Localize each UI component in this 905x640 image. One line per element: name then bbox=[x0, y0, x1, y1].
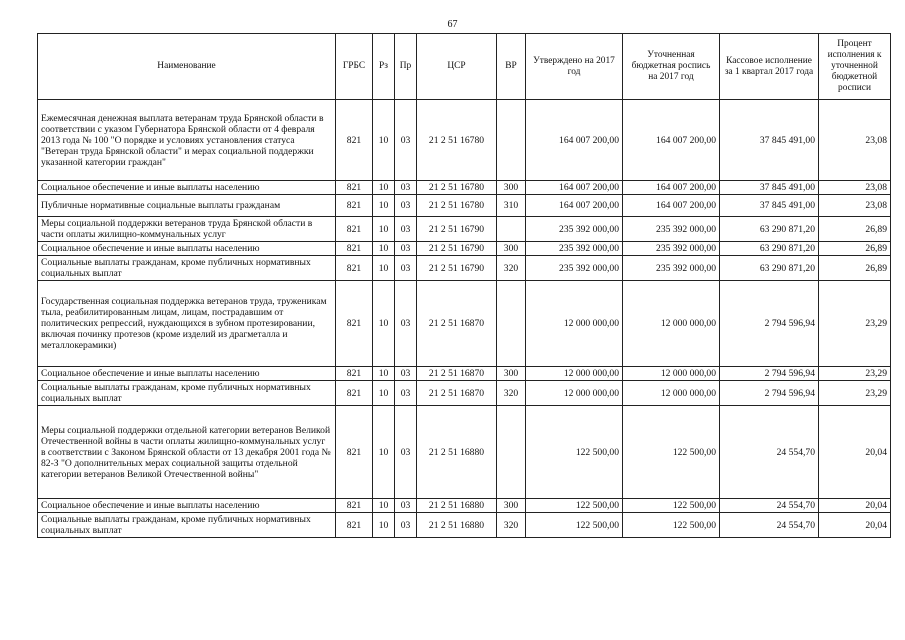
table-row bbox=[38, 381, 891, 406]
row-rz: 10 bbox=[373, 406, 395, 499]
row-approved: 235 392 000,00 bbox=[526, 256, 623, 281]
row-name: Социальное обеспечение и иные выплаты населению bbox=[38, 499, 336, 513]
row-percent: 23,29 bbox=[819, 281, 891, 367]
row-grbs: 821 bbox=[336, 195, 373, 217]
row-cash: 37 845 491,00 bbox=[720, 195, 819, 217]
row-rz: 10 bbox=[373, 367, 395, 381]
row-approved: 122 500,00 bbox=[526, 499, 623, 513]
row-cash: 37 845 491,00 bbox=[720, 181, 819, 195]
row-csr: 21 2 51 16880 bbox=[417, 513, 497, 538]
row-percent: 23,08 bbox=[819, 195, 891, 217]
table-row bbox=[38, 499, 891, 513]
row-grbs: 821 bbox=[336, 256, 373, 281]
row-refined: 12 000 000,00 bbox=[623, 367, 720, 381]
row-vr: 300 bbox=[497, 181, 526, 195]
row-approved: 164 007 200,00 bbox=[526, 100, 623, 181]
row-grbs: 821 bbox=[336, 406, 373, 499]
row-pr: 03 bbox=[395, 100, 417, 181]
row-csr: 21 2 51 16790 bbox=[417, 256, 497, 281]
row-grbs: 821 bbox=[336, 242, 373, 256]
row-grbs: 821 bbox=[336, 281, 373, 367]
row-percent: 23,08 bbox=[819, 181, 891, 195]
header-cash: Кассовое исполнение за 1 квартал 2017 года bbox=[720, 34, 819, 100]
row-grbs: 821 bbox=[336, 381, 373, 406]
row-cash: 37 845 491,00 bbox=[720, 100, 819, 181]
header-refined: Уточненная бюджетная роспись на 2017 год bbox=[623, 34, 720, 100]
row-percent: 26,89 bbox=[819, 217, 891, 242]
header-name: Наименование bbox=[38, 34, 336, 100]
row-percent: 20,04 bbox=[819, 406, 891, 499]
row-approved: 12 000 000,00 bbox=[526, 381, 623, 406]
row-vr bbox=[497, 281, 526, 367]
row-cash: 2 794 596,94 bbox=[720, 281, 819, 367]
row-refined: 12 000 000,00 bbox=[623, 381, 720, 406]
row-approved: 122 500,00 bbox=[526, 513, 623, 538]
row-name: Государственная социальная поддержка ветеранов труда, труженикам тыла, реабилитированным лицам, лицам, пострадавшим от политических репрессий, нуждающихся в зубном протезировании, включая починку протезов (кроме изделий из драгметалла и металлокерамики) bbox=[38, 281, 336, 367]
row-name: Социальные выплаты гражданам, кроме публичных нормативных социальных выплат bbox=[38, 256, 336, 281]
table-row bbox=[38, 281, 891, 367]
row-refined: 235 392 000,00 bbox=[623, 242, 720, 256]
row-name: Публичные нормативные социальные выплаты гражданам bbox=[38, 195, 336, 217]
table-body bbox=[38, 100, 891, 538]
row-pr: 03 bbox=[395, 499, 417, 513]
header-rz: Рз bbox=[373, 34, 395, 100]
row-vr bbox=[497, 100, 526, 181]
header-percent: Процент исполнения к уточненной бюджетной росписи bbox=[819, 34, 891, 100]
header-pr: Пр bbox=[395, 34, 417, 100]
header-approved: Утверждено на 2017 год bbox=[526, 34, 623, 100]
row-approved: 235 392 000,00 bbox=[526, 242, 623, 256]
table-row bbox=[38, 513, 891, 538]
row-csr: 21 2 51 16870 bbox=[417, 281, 497, 367]
row-pr: 03 bbox=[395, 406, 417, 499]
row-vr: 300 bbox=[497, 367, 526, 381]
row-refined: 235 392 000,00 bbox=[623, 256, 720, 281]
row-name: Социальное обеспечение и иные выплаты населению bbox=[38, 242, 336, 256]
row-pr: 03 bbox=[395, 181, 417, 195]
row-percent: 23,29 bbox=[819, 367, 891, 381]
table-row bbox=[38, 217, 891, 242]
row-vr bbox=[497, 406, 526, 499]
table-row bbox=[38, 406, 891, 499]
row-name: Социальное обеспечение и иные выплаты населению bbox=[38, 181, 336, 195]
row-cash: 24 554,70 bbox=[720, 406, 819, 499]
row-refined: 122 500,00 bbox=[623, 406, 720, 499]
row-grbs: 821 bbox=[336, 513, 373, 538]
row-csr: 21 2 51 16870 bbox=[417, 367, 497, 381]
table-row bbox=[38, 195, 891, 217]
row-csr: 21 2 51 16780 bbox=[417, 181, 497, 195]
row-grbs: 821 bbox=[336, 217, 373, 242]
row-approved: 122 500,00 bbox=[526, 406, 623, 499]
row-csr: 21 2 51 16780 bbox=[417, 195, 497, 217]
row-rz: 10 bbox=[373, 100, 395, 181]
row-csr: 21 2 51 16790 bbox=[417, 242, 497, 256]
table-row bbox=[38, 100, 891, 181]
row-approved: 12 000 000,00 bbox=[526, 281, 623, 367]
row-cash: 63 290 871,20 bbox=[720, 242, 819, 256]
row-name: Социальные выплаты гражданам, кроме публичных нормативных социальных выплат bbox=[38, 381, 336, 406]
table-header-row bbox=[38, 34, 891, 100]
row-vr: 310 bbox=[497, 195, 526, 217]
row-pr: 03 bbox=[395, 367, 417, 381]
row-csr: 21 2 51 16880 bbox=[417, 499, 497, 513]
row-pr: 03 bbox=[395, 195, 417, 217]
row-approved: 12 000 000,00 bbox=[526, 367, 623, 381]
table-row bbox=[38, 367, 891, 381]
row-vr: 320 bbox=[497, 256, 526, 281]
row-cash: 63 290 871,20 bbox=[720, 217, 819, 242]
row-name: Меры социальной поддержки ветеранов труда Брянской области в части оплаты жилищно-коммунальных услуг bbox=[38, 217, 336, 242]
table-row bbox=[38, 256, 891, 281]
row-pr: 03 bbox=[395, 256, 417, 281]
row-pr: 03 bbox=[395, 217, 417, 242]
page-number: 67 bbox=[447, 19, 458, 30]
row-vr: 320 bbox=[497, 513, 526, 538]
row-approved: 164 007 200,00 bbox=[526, 181, 623, 195]
row-csr: 21 2 51 16880 bbox=[417, 406, 497, 499]
row-approved: 235 392 000,00 bbox=[526, 217, 623, 242]
header-vr: ВР bbox=[497, 34, 526, 100]
row-cash: 2 794 596,94 bbox=[720, 367, 819, 381]
row-rz: 10 bbox=[373, 181, 395, 195]
row-csr: 21 2 51 16870 bbox=[417, 381, 497, 406]
header-grbs: ГРБС bbox=[336, 34, 373, 100]
table-row bbox=[38, 242, 891, 256]
row-grbs: 821 bbox=[336, 181, 373, 195]
row-pr: 03 bbox=[395, 513, 417, 538]
row-percent: 26,89 bbox=[819, 242, 891, 256]
row-name: Социальные выплаты гражданам, кроме публичных нормативных социальных выплат bbox=[38, 513, 336, 538]
row-refined: 164 007 200,00 bbox=[623, 195, 720, 217]
row-pr: 03 bbox=[395, 281, 417, 367]
row-csr: 21 2 51 16790 bbox=[417, 217, 497, 242]
row-grbs: 821 bbox=[336, 499, 373, 513]
row-refined: 164 007 200,00 bbox=[623, 100, 720, 181]
row-rz: 10 bbox=[373, 513, 395, 538]
row-cash: 24 554,70 bbox=[720, 513, 819, 538]
row-refined: 164 007 200,00 bbox=[623, 181, 720, 195]
row-pr: 03 bbox=[395, 242, 417, 256]
row-cash: 2 794 596,94 bbox=[720, 381, 819, 406]
row-grbs: 821 bbox=[336, 367, 373, 381]
row-vr bbox=[497, 217, 526, 242]
row-refined: 235 392 000,00 bbox=[623, 217, 720, 242]
row-percent: 26,89 bbox=[819, 256, 891, 281]
row-name: Ежемесячная денежная выплата ветеранам труда Брянской области в соответствии с указом Губернатора Брянской области от 4 февраля 2013 года № 100 "О порядке и условиях установления статуса "Ветеран труда Брянской области" и мерах социальной поддержки указанной категории граждан" bbox=[38, 100, 336, 181]
row-rz: 10 bbox=[373, 499, 395, 513]
row-percent: 23,29 bbox=[819, 381, 891, 406]
row-pr: 03 bbox=[395, 381, 417, 406]
row-rz: 10 bbox=[373, 195, 395, 217]
row-percent: 20,04 bbox=[819, 499, 891, 513]
row-vr: 300 bbox=[497, 242, 526, 256]
row-refined: 12 000 000,00 bbox=[623, 281, 720, 367]
row-rz: 10 bbox=[373, 381, 395, 406]
row-name: Социальное обеспечение и иные выплаты населению bbox=[38, 367, 336, 381]
row-vr: 320 bbox=[497, 381, 526, 406]
row-refined: 122 500,00 bbox=[623, 499, 720, 513]
row-grbs: 821 bbox=[336, 100, 373, 181]
table-row bbox=[38, 181, 891, 195]
row-rz: 10 bbox=[373, 217, 395, 242]
row-rz: 10 bbox=[373, 281, 395, 367]
row-approved: 164 007 200,00 bbox=[526, 195, 623, 217]
row-rz: 10 bbox=[373, 242, 395, 256]
row-name: Меры социальной поддержки отдельной категории ветеранов Великой Отечественной войны в части оплаты жилищно-коммунальных услуг в соответствии с Законом Брянской области от 13 декабря 2001 года № 82-З "О дополнительных мерах социальной защиты отдельной категории ветеранов Великой Отечественной войны" bbox=[38, 406, 336, 499]
row-refined: 122 500,00 bbox=[623, 513, 720, 538]
budget-table bbox=[37, 33, 891, 538]
row-vr: 300 bbox=[497, 499, 526, 513]
row-cash: 24 554,70 bbox=[720, 499, 819, 513]
row-csr: 21 2 51 16780 bbox=[417, 100, 497, 181]
row-cash: 63 290 871,20 bbox=[720, 256, 819, 281]
header-csr: ЦСР bbox=[417, 34, 497, 100]
row-rz: 10 bbox=[373, 256, 395, 281]
row-percent: 20,04 bbox=[819, 513, 891, 538]
row-percent: 23,08 bbox=[819, 100, 891, 181]
